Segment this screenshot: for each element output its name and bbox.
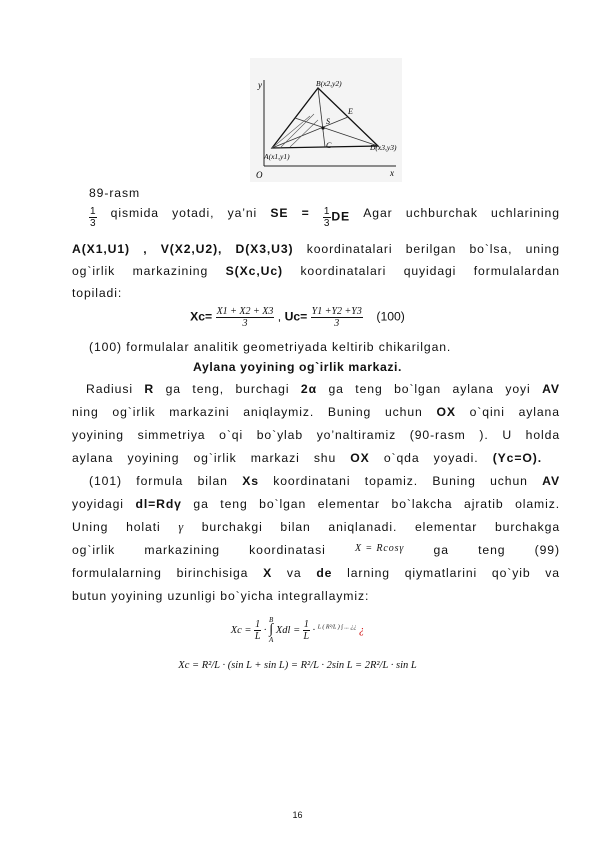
label-vertex-d: D(x3,y3) — [370, 143, 397, 152]
label-point-c: C — [326, 141, 332, 150]
label-vertex-a: A(x1,y1) — [264, 152, 290, 161]
paragraph-line-8: og`irlik markazining koordinatasi X = Rcosγ ga teng (99) — [72, 543, 560, 557]
text-line-3 — [72, 264, 560, 278]
label-origin: O — [256, 170, 263, 180]
label-x: x — [390, 168, 394, 178]
paragraph-line-4: aylana yoyining og`irlik markazi shu OX o`qda yoyadi. (Yc=O). — [72, 451, 542, 465]
integral-equation: Xc = $\frac{1}{L}$ · B ∫ A Xdl = $\frac{1}{L}$ · $^{L ( R^2/L ) \int ... ¿¿}$ ¿ — [230, 616, 365, 644]
section-heading: Aylana yoyining og`irlik markazi. — [193, 360, 402, 374]
figure-caption: 89-rasm — [89, 186, 140, 200]
word: uchburchak — [405, 206, 478, 220]
median-d — [295, 118, 378, 146]
word: koordinatalari — [306, 242, 393, 256]
word: Agar — [363, 206, 393, 220]
word: koordinatalari — [300, 264, 387, 278]
text-line-2 — [72, 242, 560, 256]
word: uning — [525, 242, 560, 256]
median-b — [318, 88, 325, 147]
formula-100 — [0, 306, 595, 329]
word: yotadi, — [172, 206, 215, 220]
point-s: S(Xc,Uc) — [225, 264, 283, 278]
text-line-4: topiladi: — [72, 286, 123, 300]
word: uchlarining — [491, 206, 560, 220]
term-de: $\frac{1}{3}$ DE — [323, 206, 351, 229]
paragraph-line-5: (101) formula bilan Xs koordinatani topamiz. Buning uchun AV — [89, 474, 560, 488]
label-y: y — [258, 80, 262, 90]
text-line-5: (100) formulalar analitik geometriyada keltirib chikarilgan. — [89, 340, 452, 354]
point-a: A(X1,U1) — [72, 242, 130, 256]
word: markazining — [132, 264, 209, 278]
triangle-diagram — [250, 58, 402, 182]
equation-number: (100) — [376, 309, 405, 324]
word: ya’ni — [227, 206, 258, 220]
paragraph-line-6: yoyidagi dl=Rdγ ga teng bo`lgan elementar bo`lakcha ajratib olamiz. — [72, 497, 560, 511]
paragraph-line-2: ning og`irlik markazini aniqlaymiz. Buning uchun OX o`qini aylana — [72, 405, 560, 419]
word: bo`lsa, — [469, 242, 513, 256]
paragraph-line-7: Uning holati γ burchakgi bilan aniqlanadi. elementar burchakga — [72, 520, 560, 534]
triangle — [272, 88, 378, 148]
word: berilgan — [405, 242, 457, 256]
comma: , — [277, 309, 282, 324]
paragraph-line-3: yoyining simmetriya o`qi bo`ylab yo’naltiramiz (90-rasm ). U holda — [72, 428, 560, 442]
xc-fraction: $\frac{X1 + X2 + X3}{3}$ — [216, 306, 274, 329]
hatch-1 — [272, 116, 310, 148]
figure-89 — [250, 58, 402, 182]
centroid-point — [321, 126, 324, 129]
word: formulalardan — [473, 264, 560, 278]
fraction-one-third: $\frac{1}{3}$ — [90, 206, 97, 229]
label-point-s: S — [326, 117, 330, 126]
paragraph-line-9: formulalarning birinchisiga X va de larning qiymatlarini qo`yib va — [72, 566, 560, 580]
point-d: D(X3,U3) — [235, 242, 294, 256]
paragraph-line-10: butun yoyining uzunligi bo`yicha integrallaymiz: — [72, 589, 370, 603]
word: qismida — [110, 206, 159, 220]
word: quyidagi — [403, 264, 457, 278]
comma: , — [143, 242, 148, 256]
text-line-1 — [89, 206, 560, 229]
equals-sign: = — [301, 206, 310, 220]
word: og`irlik — [72, 264, 116, 278]
uc-fraction: $\frac{Y1 +Y2 +Y3}{3}$ — [311, 306, 362, 329]
point-v: V(X2,U2), — [160, 242, 223, 256]
result-equation: Xc = R²/L · (sin L + sin L) = R²/L · 2sin L = 2R²/L · sin L — [178, 660, 417, 671]
term-se: SE — [270, 206, 289, 220]
xc-label: Xc= — [190, 309, 213, 324]
label-point-e: E — [348, 107, 353, 116]
label-vertex-b: B(x2,y2) — [316, 79, 342, 88]
page-number: 16 — [292, 810, 303, 820]
paragraph-line-1: Radiusi R ga teng, burchagi 2α ga teng bo`lgan aylana yoyi AV — [86, 382, 560, 396]
uc-label: Uc= — [284, 309, 308, 324]
